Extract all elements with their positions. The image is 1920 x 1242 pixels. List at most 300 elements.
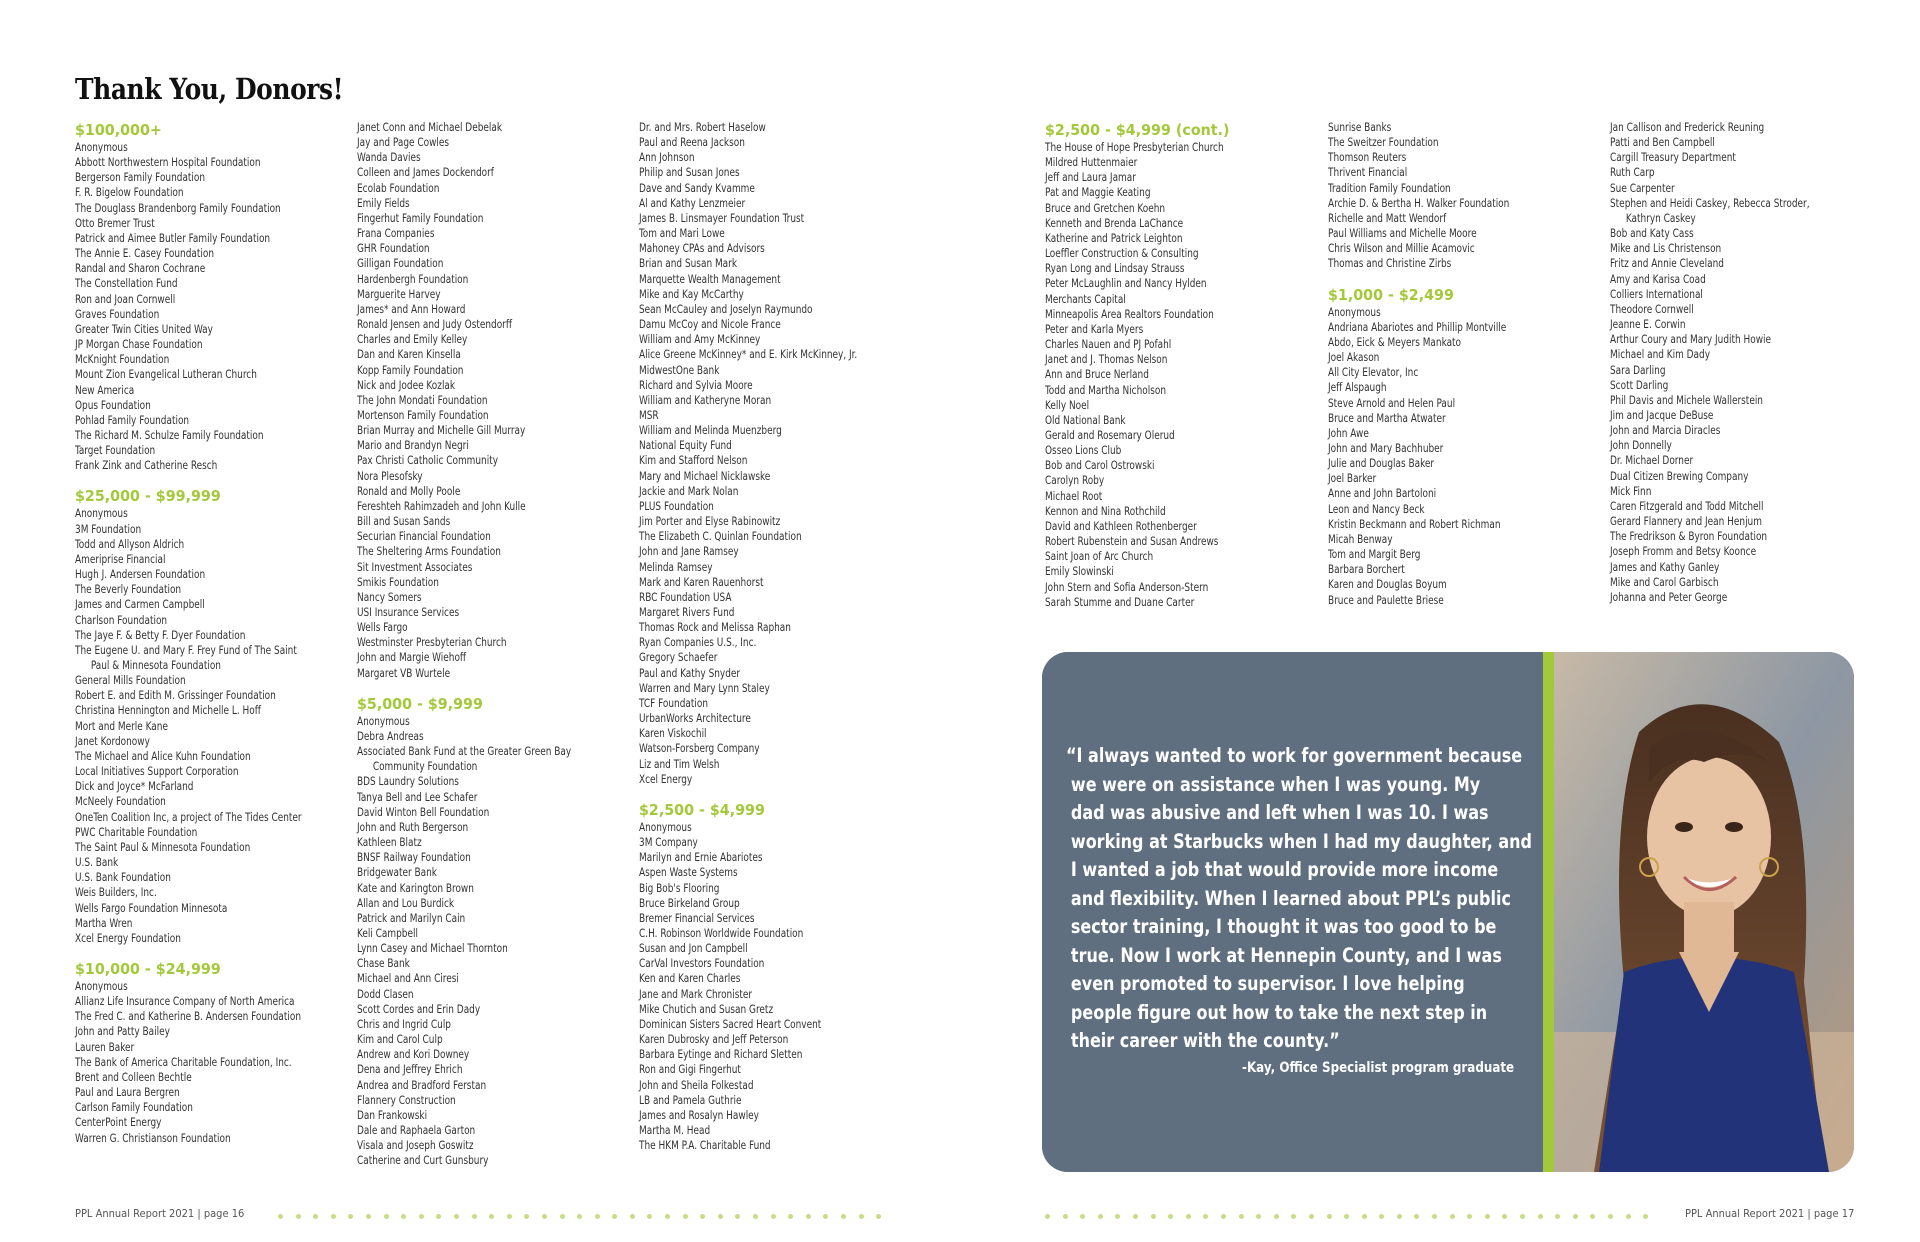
- donor-tier: [639, 120, 901, 787]
- donor-name: Peter and Karla Myers: [1045, 322, 1144, 336]
- footer-dot: [1327, 1214, 1332, 1219]
- footer-dot: [472, 1214, 477, 1219]
- donor-name: Dave and Sandy Kvamme: [639, 181, 755, 195]
- footer-dot: [1414, 1214, 1419, 1219]
- donor-name: The Douglass Brandenborg Family Foundation: [75, 201, 281, 215]
- donor-name: Charlson Foundation: [75, 613, 168, 627]
- quote-line: their career with the county.”: [1070, 1029, 1340, 1052]
- donor-name: Opus Foundation: [75, 398, 151, 412]
- donor-name: Frank Zink and Catherine Resch: [75, 459, 218, 473]
- quote-line: people figure out how to take the next step in: [1070, 1000, 1488, 1024]
- donor-name: C.H. Robinson Worldwide Foundation: [639, 926, 804, 940]
- donor-name: Paul & Minnesota Foundation: [90, 659, 221, 672]
- footer-dot: [401, 1214, 406, 1219]
- donor-name: Al and Kathy Lenzmeier: [639, 196, 746, 210]
- donor-name: Emily Fields: [357, 196, 410, 210]
- donor-name: Sarah Stumme and Duane Carter: [1045, 595, 1195, 609]
- donor-name: Bob and Katy Cass: [1610, 227, 1694, 241]
- footer-dot: [419, 1214, 424, 1219]
- footer-dot: [1133, 1214, 1138, 1219]
- donor-name: Bruce and Paulette Briese: [1328, 593, 1444, 607]
- footer-dot: [1450, 1214, 1455, 1219]
- donor-name: Patti and Ben Campbell: [1610, 136, 1715, 150]
- donor-list: [639, 120, 901, 787]
- donor-name: F. R. Bigelow Foundation: [75, 186, 184, 200]
- footer-dot: [1151, 1214, 1156, 1219]
- donor-name: Kennon and Nina Rothchild: [1045, 504, 1166, 518]
- donor-name: Aspen Waste Systems: [639, 866, 738, 880]
- donor-name: The Constellation Fund: [75, 277, 178, 291]
- donor-name: Michael and Ann Ciresi: [357, 972, 459, 986]
- donor-name: Pohlad Family Foundation: [75, 413, 190, 427]
- donor-name: JP Morgan Chase Foundation: [75, 338, 203, 352]
- donor-list: [1045, 140, 1307, 610]
- donor-name: James B. Linsmayer Foundation Trust: [639, 211, 805, 225]
- footer-dot: [1643, 1214, 1648, 1219]
- donor-name: Mick Finn: [1610, 484, 1652, 498]
- donor-list: [75, 140, 337, 473]
- donor-name: William and Katheryne Moran: [639, 393, 772, 407]
- donor-name: McKnight Foundation: [75, 353, 170, 367]
- quote-line: and flexibility. When I learned about PPL’s public: [1070, 886, 1511, 910]
- tier-heading: $25,000 - $99,999: [75, 487, 221, 506]
- footer-dot: [1239, 1214, 1244, 1219]
- tier-heading: $100,000+: [75, 121, 162, 139]
- donor-name: John Stern and Sofia Anderson-Stern: [1045, 580, 1209, 594]
- donor-name: Charles Nauen and PJ Pofahl: [1045, 338, 1172, 352]
- donor-name: All City Elevator, Inc: [1328, 366, 1419, 380]
- testimonial-attribution: -Kay, Office Specialist program graduate: [1241, 1060, 1514, 1076]
- donor-name: Gregory Schaefer: [639, 651, 718, 665]
- donor-name: BNSF Railway Foundation: [357, 851, 471, 865]
- donor-name: The John Mondati Foundation: [357, 393, 488, 407]
- donor-name: Bob and Carol Ostrowski: [1045, 459, 1155, 473]
- donor-name: Dick and Joyce* McFarland: [75, 780, 194, 794]
- donor-name: Dena and Jeffrey Ehrich: [357, 1063, 463, 1077]
- donor-name: Amy and Karisa Coad: [1610, 272, 1706, 286]
- accent-bar: [1543, 652, 1554, 1172]
- donor-tier: [1328, 120, 1590, 272]
- donor-name: Thomas Rock and Melissa Raphan: [639, 621, 791, 635]
- donor-name: The Annie E. Casey Foundation: [75, 247, 215, 261]
- footer-dot: [366, 1214, 371, 1219]
- donor-name: Dual Citizen Brewing Company: [1610, 469, 1749, 483]
- donor-name: Bruce Birkeland Group: [639, 896, 740, 910]
- donor-name: RBC Foundation USA: [639, 590, 732, 604]
- footer-dot: [718, 1214, 723, 1219]
- donor-name: Nick and Jodee Kozlak: [357, 378, 456, 392]
- donor-name: Caren Fitzgerald and Todd Mitchell: [1610, 499, 1764, 513]
- tier-heading: $5,000 - $9,999: [357, 694, 483, 713]
- donor-tier: [75, 120, 337, 473]
- donor-name: Mortenson Family Foundation: [357, 408, 489, 422]
- footer-dot: [647, 1214, 652, 1219]
- donor-name: Anonymous: [357, 714, 410, 728]
- donor-name: 3M Company: [639, 836, 698, 850]
- donor-name: MSR: [639, 408, 659, 422]
- tier-heading: $2,500 - $4,999: [639, 800, 765, 819]
- donor-name: Robert E. and Edith M. Grissinger Foundation: [75, 689, 276, 703]
- footer-dot: [1080, 1214, 1085, 1219]
- donor-name: Julie and Douglas Baker: [1328, 457, 1435, 471]
- donor-name: The HKM P.A. Charitable Fund: [639, 1139, 771, 1153]
- donor-name: Karen and Douglas Boyum: [1328, 578, 1447, 592]
- donor-name: Richelle and Matt Wendorf: [1328, 211, 1447, 225]
- donor-name: The Beverly Foundation: [75, 583, 182, 597]
- donor-name: Ryan Long and Lindsay Strauss: [1045, 262, 1185, 276]
- donor-name: Mario and Brandyn Negri: [357, 439, 469, 453]
- donor-name: Barbara Borchert: [1328, 563, 1405, 577]
- donor-name: LB and Pamela Guthrie: [639, 1093, 742, 1107]
- donor-tier: [639, 800, 901, 1153]
- donor-name: Abbott Northwestern Hospital Foundation: [75, 156, 261, 170]
- donor-name: The Elizabeth C. Quinlan Foundation: [639, 530, 802, 544]
- donor-name: Dale and Raphaela Garton: [357, 1124, 476, 1137]
- donor-name: Ron and Gigi Fingerhut: [639, 1063, 741, 1077]
- donor-name: Barbara Eytinge and Richard Sletten: [639, 1048, 803, 1062]
- donor-tier: [1045, 120, 1307, 610]
- donor-name: Anonymous: [639, 820, 692, 834]
- footer-dot: [436, 1214, 441, 1219]
- donor-name: Paul and Kathy Snyder: [639, 666, 741, 680]
- donor-name: Michael and Kim Dady: [1610, 348, 1711, 362]
- donor-name: Kim and Stafford Nelson: [639, 454, 748, 468]
- donor-name: Dodd Clasen: [357, 987, 414, 1001]
- donor-name: Xcel Energy Foundation: [75, 931, 181, 945]
- donor-name: The Saint Paul & Minnesota Foundation: [75, 840, 251, 854]
- donor-list: [1328, 120, 1590, 272]
- donor-name: John and Ruth Bergerson: [357, 820, 469, 834]
- donor-name: Otto Bremer Trust: [75, 216, 155, 230]
- donor-name: Patrick and Aimee Butler Family Foundation: [75, 231, 271, 245]
- donor-name: Mort and Merle Kane: [75, 719, 168, 733]
- donor-name: Katherine and Patrick Leighton: [1045, 231, 1183, 245]
- tier-heading: $2,500 - $4,999 (cont.): [1045, 121, 1230, 139]
- footer-dot: [1608, 1214, 1613, 1219]
- footer-dot: [454, 1214, 459, 1219]
- donor-name: Allan and Lou Burdick: [357, 896, 455, 910]
- donor-name: Bridgewater Bank: [357, 866, 437, 880]
- footer-dot: [1168, 1214, 1173, 1219]
- donor-name: Mark and Karen Rauenhorst: [639, 575, 764, 589]
- donor-name: Keli Campbell: [357, 926, 418, 940]
- donor-name: Westminster Presbyterian Church: [357, 636, 507, 650]
- donor-name: Dan and Karen Kinsella: [357, 348, 461, 362]
- footer-dot: [278, 1214, 283, 1219]
- donor-name: Merchants Capital: [1045, 292, 1126, 306]
- donor-name: Joel Barker: [1328, 472, 1377, 486]
- footer-dot: [700, 1214, 705, 1219]
- donor-name: Tom and Mari Lowe: [639, 227, 725, 241]
- footer-dot: [560, 1214, 565, 1219]
- donor-name: Graves Foundation: [75, 307, 160, 321]
- donor-name: Wanda Davies: [357, 151, 421, 165]
- donor-name: Mahoney CPAs and Advisors: [639, 242, 765, 256]
- donor-column-4: [1045, 120, 1307, 623]
- donor-name: Xcel Energy: [639, 772, 693, 786]
- donor-name: Chris and Ingrid Culp: [357, 1017, 451, 1031]
- footer-dot: [384, 1214, 389, 1219]
- footer-dot: [489, 1214, 494, 1219]
- footer-dot: [1309, 1214, 1314, 1219]
- donor-name: Gilligan Foundation: [357, 257, 444, 271]
- donor-name: Peter McLaughlin and Nancy Hylden: [1045, 277, 1207, 291]
- donor-name: Arthur Coury and Mary Judith Howie: [1610, 333, 1772, 347]
- donor-name: Andrea and Bradford Ferstan: [357, 1078, 487, 1092]
- donor-name: CarVal Investors Foundation: [639, 957, 765, 971]
- quote-line: dad was abusive and left when I was 10. I was: [1070, 801, 1489, 824]
- donor-name: Flannery Construction: [357, 1093, 456, 1107]
- donor-name: Susan and Jon Campbell: [639, 942, 748, 956]
- donor-name: GHR Foundation: [357, 242, 430, 256]
- donor-name: New America: [75, 383, 135, 397]
- footer-dot: [1520, 1214, 1525, 1219]
- donor-name: Ronald Jensen and Judy Ostendorff: [357, 318, 513, 332]
- donor-name: Jeanne E. Corwin: [1610, 318, 1686, 332]
- footer-dot: [753, 1214, 758, 1219]
- donor-name: John Awe: [1328, 426, 1369, 440]
- donor-name: Lauren Baker: [75, 1040, 135, 1054]
- donor-name: The House of Hope Presbyterian Church: [1045, 141, 1224, 154]
- donor-column-2: [357, 120, 619, 1181]
- donor-name: General Mills Foundation: [75, 674, 186, 688]
- donor-name: The Fred C. and Katherine B. Andersen Foundation: [75, 1010, 302, 1024]
- donor-name: Sara Darling: [1610, 363, 1666, 377]
- footer-right: PPL Annual Report 2021 | page 17: [1685, 1207, 1855, 1220]
- quote-line: true. Now I work at Hennepin County, and I was: [1070, 943, 1502, 967]
- donor-name: John and Mary Bachhuber: [1328, 441, 1444, 455]
- donor-name: Wells Fargo Foundation Minnesota: [75, 901, 228, 915]
- quote-line: I wanted a job that would provide more income: [1070, 858, 1499, 881]
- donor-list: [1328, 305, 1590, 608]
- footer-dot: [577, 1214, 582, 1219]
- donor-name: Bill and Susan Sands: [357, 515, 451, 529]
- donor-name: Ryan Companies U.S., Inc.: [639, 636, 757, 650]
- footer-dot: [1115, 1214, 1120, 1219]
- donor-name: Alice Greene McKinney* and E. Kirk McKinney, Jr.: [639, 348, 858, 362]
- donor-name: Liz and Tim Welsh: [639, 757, 720, 771]
- donor-name: Robert Rubenstein and Susan Andrews: [1045, 535, 1219, 549]
- donor-name: Kate and Karington Brown: [357, 881, 474, 895]
- donor-name: Jeff and Laura Jamar: [1045, 171, 1136, 185]
- donor-name: The Sheltering Arms Foundation: [357, 545, 501, 559]
- donor-name: Allianz Life Insurance Company of North America: [75, 995, 295, 1009]
- donor-name: The Bank of America Charitable Foundation, Inc.: [75, 1055, 292, 1069]
- donor-name: Dr. and Mrs. Robert Haselow: [639, 121, 766, 134]
- footer-dots-left: [278, 1214, 898, 1220]
- footer-dot: [507, 1214, 512, 1219]
- donor-name: Richard and Sylvia Moore: [639, 378, 753, 392]
- donor-name: Brian and Susan Mark: [639, 257, 738, 271]
- footer-dot: [823, 1214, 828, 1219]
- donor-name: Bremer Financial Services: [639, 911, 755, 925]
- donor-name: PLUS Foundation: [639, 499, 714, 513]
- donor-name: Thomson Reuters: [1328, 151, 1407, 165]
- donor-name: Paul and Reena Jackson: [639, 136, 745, 150]
- donor-name: Karen Dubrosky and Jeff Peterson: [639, 1033, 789, 1047]
- footer-dot: [1274, 1214, 1279, 1219]
- donor-name: Mike and Lis Christenson: [1610, 242, 1722, 256]
- donor-name: Martha Wren: [75, 916, 133, 930]
- donor-name: Dan Frankowski: [357, 1108, 428, 1122]
- donor-name: Mary and Michael Nicklawske: [639, 469, 771, 483]
- quote-line: “I always wanted to work for government because: [1066, 744, 1523, 767]
- donor-name: Dr. Michael Dorner: [1610, 454, 1694, 468]
- donor-name: James* and Ann Howard: [357, 302, 466, 316]
- donor-tier: [1610, 120, 1872, 605]
- donor-name: Jane and Mark Chronister: [639, 987, 753, 1001]
- donor-name: Kathleen Blatz: [357, 836, 422, 850]
- donor-name: Emily Slowinski: [1045, 565, 1114, 579]
- footer-dot: [876, 1214, 881, 1219]
- donor-name: John and Patty Bailey: [75, 1025, 170, 1039]
- donor-name: James and Rosalyn Hawley: [639, 1108, 759, 1122]
- footer-dot: [296, 1214, 301, 1219]
- donor-name: Ronald and Molly Poole: [357, 484, 461, 498]
- donor-name: Brian Murray and Michelle Gill Murray: [357, 424, 526, 438]
- donor-name: Loeffler Construction & Consulting: [1045, 247, 1199, 261]
- footer-dot: [1555, 1214, 1560, 1219]
- footer-dot: [1221, 1214, 1226, 1219]
- footer-dot: [1379, 1214, 1384, 1219]
- donor-name: Greater Twin Cities United Way: [75, 322, 213, 336]
- donor-name: Kim and Carol Culp: [357, 1033, 443, 1047]
- donor-name: Mount Zion Evangelical Lutheran Church: [75, 368, 257, 382]
- donor-name: Sue Carpenter: [1610, 181, 1675, 195]
- donor-name: Anonymous: [75, 507, 128, 521]
- donor-name: MidwestOne Bank: [639, 363, 720, 377]
- donor-name: Minneapolis Area Realtors Foundation: [1045, 307, 1214, 321]
- donor-name: Catherine and Curt Gunsbury: [357, 1154, 489, 1168]
- donor-name: Visala and Joseph Goswitz: [357, 1139, 474, 1153]
- donor-name: Lynn Casey and Michael Thornton: [357, 942, 508, 956]
- donor-name: McNeely Foundation: [75, 795, 166, 809]
- donor-name: Fingerhut Family Foundation: [357, 211, 484, 225]
- footer-dot: [1256, 1214, 1261, 1219]
- donor-name: Damu McCoy and Nicole France: [639, 318, 781, 332]
- donor-name: Big Bob's Flooring: [639, 881, 720, 895]
- donor-name: Randal and Sharon Cochrane: [75, 262, 206, 276]
- donor-list: [639, 820, 901, 1153]
- donor-name: The Richard M. Schulze Family Foundation: [75, 428, 264, 442]
- donor-name: TCF Foundation: [639, 696, 709, 710]
- footer-dot: [313, 1214, 318, 1219]
- donor-name: Paul Williams and Michelle Moore: [1328, 227, 1477, 241]
- donor-name: Anonymous: [75, 141, 128, 154]
- donor-name: Abdo, Eick & Meyers Mankato: [1328, 335, 1462, 349]
- donor-name: Sean McCauley and Joselyn Raymundo: [639, 302, 813, 316]
- donor-name: BDS Laundry Solutions: [357, 775, 459, 789]
- donor-name: Thomas and Christine Zirbs: [1328, 257, 1452, 271]
- footer-dot: [331, 1214, 336, 1219]
- donor-name: Micah Benway: [1328, 532, 1393, 546]
- donor-name: Michael Root: [1045, 489, 1103, 503]
- donor-name: Nancy Somers: [357, 590, 422, 604]
- donor-tier: [75, 486, 337, 946]
- footer-dot: [1362, 1214, 1367, 1219]
- donor-name: 3M Foundation: [75, 522, 142, 536]
- donor-name: William and Melinda Muenzberg: [639, 424, 782, 438]
- donor-tier: [357, 120, 619, 681]
- tier-heading: $1,000 - $2,499: [1328, 285, 1454, 304]
- donor-name: National Equity Fund: [639, 439, 732, 453]
- footer-dot: [524, 1214, 529, 1219]
- donor-name: Associated Bank Fund at the Greater Green Bay: [357, 745, 572, 759]
- donor-list: [1610, 120, 1872, 605]
- donor-list: [357, 714, 619, 1169]
- footer-dot: [1485, 1214, 1490, 1219]
- footer-dot: [1538, 1214, 1543, 1219]
- footer-dot: [348, 1214, 353, 1219]
- donor-name: Ameriprise Financial: [75, 552, 166, 566]
- footer-dot: [735, 1214, 740, 1219]
- donor-column-3: [639, 120, 901, 1166]
- donor-name: Brent and Colleen Bechtle: [75, 1070, 192, 1084]
- donor-list: [357, 120, 619, 681]
- quote-line: even promoted to supervisor. I love helping: [1070, 972, 1465, 995]
- footer-dot: [841, 1214, 846, 1219]
- donor-name: Archie D. & Bertha H. Walker Foundation: [1328, 196, 1510, 210]
- donor-tier: [75, 959, 337, 1146]
- donor-tier: [357, 694, 619, 1169]
- donor-name: Weis Builders, Inc.: [75, 886, 157, 900]
- footer-dot: [1502, 1214, 1507, 1219]
- donor-name: Martha M. Head: [639, 1124, 711, 1137]
- donor-name: Scott Darling: [1610, 378, 1669, 392]
- donor-name: Jim Porter and Elyse Rabinowitz: [639, 515, 781, 529]
- donor-name: Mike and Carol Garbisch: [1610, 575, 1719, 589]
- donor-column-1: [75, 120, 337, 1159]
- footer-dot: [630, 1214, 635, 1219]
- donor-name: Kelly Noel: [1045, 398, 1090, 412]
- donor-name: Hugh J. Andersen Foundation: [75, 568, 206, 582]
- donor-name: Warren and Mary Lynn Staley: [639, 681, 770, 695]
- quote-line: sector training, I thought it was too good to be: [1070, 915, 1497, 938]
- donor-name: Mildred Huttenmaier: [1045, 156, 1138, 170]
- donor-name: Andriana Abariotes and Phillip Montville: [1328, 320, 1507, 334]
- donor-name: Janet and J. Thomas Nelson: [1045, 353, 1168, 367]
- donor-name: Nora Plesofsky: [357, 469, 423, 483]
- donor-name: Watson-Forsberg Company: [639, 742, 760, 756]
- donor-name: The Michael and Alice Kuhn Foundation: [75, 749, 251, 763]
- donor-name: Sit Investment Associates: [357, 560, 473, 574]
- donor-name: The Fredrikson & Byron Foundation: [1610, 530, 1768, 544]
- donor-name: Ann Johnson: [639, 151, 695, 165]
- donor-name: Fereshteh Rahimzadeh and John Kulle: [357, 499, 526, 513]
- footer-dot: [1063, 1214, 1068, 1219]
- donor-name: Hardenbergh Foundation: [357, 272, 469, 286]
- footer-dot: [542, 1214, 547, 1219]
- donor-name: Jeff Alspaugh: [1328, 381, 1387, 395]
- donor-name: Sunrise Banks: [1328, 121, 1392, 134]
- footer-dot: [1590, 1214, 1595, 1219]
- donor-name: Janet Conn and Michael Debelak: [357, 121, 503, 134]
- donor-name: Carlson Family Foundation: [75, 1101, 193, 1115]
- donor-name: Bruce and Gretchen Koehn: [1045, 201, 1166, 215]
- footer-dot: [665, 1214, 670, 1219]
- donor-name: Ann and Bruce Nerland: [1045, 368, 1149, 382]
- donor-name: Theodore Cornwell: [1610, 302, 1694, 316]
- donor-name: Paul and Laura Bergren: [75, 1086, 180, 1100]
- donor-name: James and Kathy Ganley: [1610, 560, 1720, 574]
- donor-name: Ecolab Foundation: [357, 181, 440, 195]
- donor-name: Patrick and Marilyn Cain: [357, 911, 466, 925]
- footer-dot: [1291, 1214, 1296, 1219]
- donor-name: Jackie and Mark Nolan: [639, 484, 739, 498]
- donor-name: Anonymous: [75, 979, 128, 993]
- donor-name: Marguerite Harvey: [357, 287, 441, 301]
- donor-name: Colleen and James Dockendorf: [357, 166, 494, 180]
